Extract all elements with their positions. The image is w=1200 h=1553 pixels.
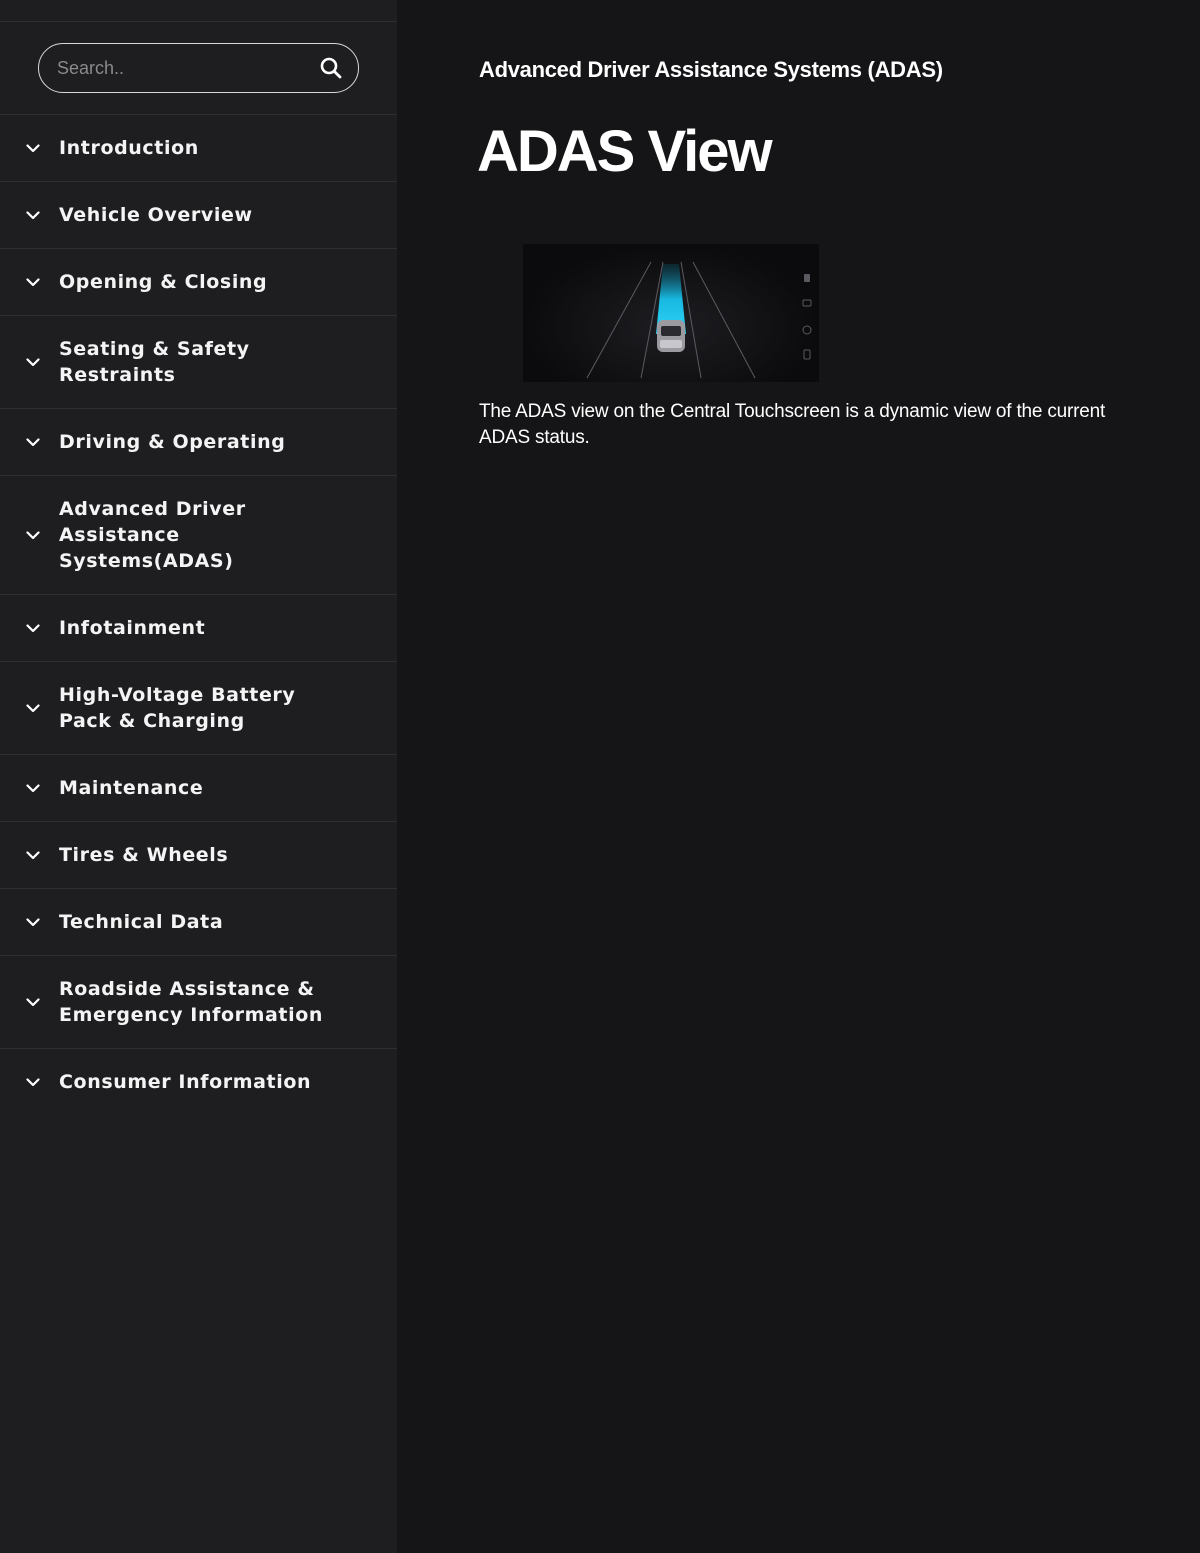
sidebar-item-label: Infotainment [59, 617, 206, 639]
sidebar-item-label: Consumer Information [59, 1071, 312, 1093]
page-title: ADAS View [477, 119, 771, 184]
chevron-down-icon [24, 353, 42, 371]
chevron-down-icon [24, 913, 42, 931]
breadcrumb[interactable]: Advanced Driver Assistance Systems (ADAS) [479, 57, 943, 82]
sidebar-item-label: Seating & Safety Restraints [59, 338, 250, 386]
chevron-down-icon [24, 993, 42, 1011]
sidebar-item-introduction[interactable] [0, 114, 397, 181]
sidebar-item-tires-wheels[interactable] [0, 821, 397, 888]
chevron-down-icon [24, 619, 42, 637]
sidebar [0, 0, 397, 1553]
sidebar-item-label: High-Voltage Battery Pack & Charging [59, 684, 296, 732]
sidebar-item-battery-charging[interactable] [0, 661, 397, 754]
chevron-down-icon [24, 139, 42, 157]
chevron-down-icon [24, 526, 42, 544]
chevron-down-icon [24, 433, 42, 451]
chevron-down-icon [24, 206, 42, 224]
sidebar-item-adas[interactable] [0, 475, 397, 594]
sidebar-item-label: Technical Data [59, 911, 224, 933]
sidebar-item-label: Introduction [59, 137, 199, 159]
sidebar-item-opening-closing[interactable] [0, 248, 397, 315]
body-text: The ADAS view on the Central Touchscreen is a dynamic view of the current ADAS status. [479, 401, 1106, 448]
chevron-down-icon [24, 846, 42, 864]
sidebar-item-label: Maintenance [59, 777, 204, 799]
sidebar-item-seating-safety[interactable] [0, 315, 397, 408]
sidebar-item-vehicle-overview[interactable] [0, 181, 397, 248]
sidebar-item-label: Roadside Assistance & Emergency Information [59, 978, 323, 1026]
adas-view-image [523, 244, 819, 382]
search-input[interactable] [57, 58, 318, 79]
divider [0, 21, 397, 22]
sidebar-item-maintenance[interactable] [0, 754, 397, 821]
chevron-down-icon [24, 273, 42, 291]
sidebar-nav [0, 114, 397, 1115]
sidebar-item-consumer-information[interactable] [0, 1048, 397, 1115]
main-content [397, 0, 1200, 1553]
sidebar-item-label: Opening & Closing [59, 271, 268, 293]
search-icon[interactable] [318, 55, 344, 81]
chevron-down-icon [24, 779, 42, 797]
chevron-down-icon [24, 699, 42, 717]
sidebar-item-roadside-assistance[interactable] [0, 955, 397, 1048]
chevron-down-icon [24, 1073, 42, 1091]
sidebar-item-label: Advanced Driver Assistance Systems(ADAS) [59, 498, 246, 572]
sidebar-item-label: Driving & Operating [59, 431, 286, 453]
sidebar-item-infotainment[interactable] [0, 594, 397, 661]
sidebar-item-label: Vehicle Overview [59, 204, 253, 226]
sidebar-item-technical-data[interactable] [0, 888, 397, 955]
sidebar-item-label: Tires & Wheels [59, 844, 229, 866]
sidebar-item-driving-operating[interactable] [0, 408, 397, 475]
search-box[interactable] [38, 43, 359, 93]
